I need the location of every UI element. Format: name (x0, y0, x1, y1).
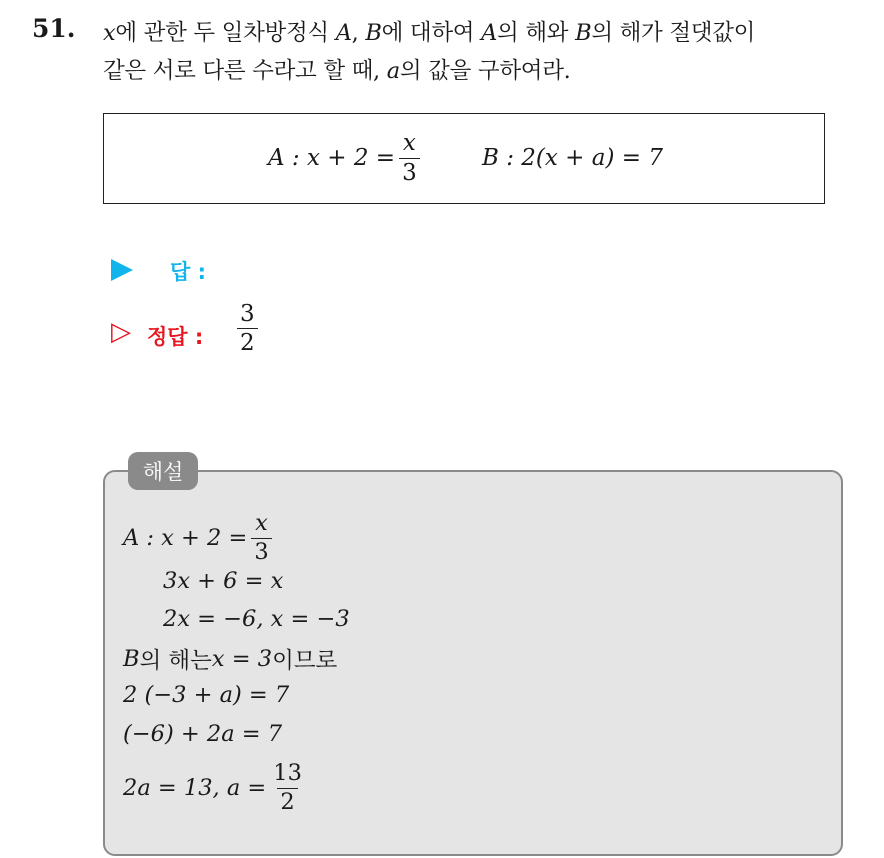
solution-line-1: A : x + 2 = $\frac{x}{3}$ (123, 512, 276, 564)
fraction-3-over-2: $\frac{3}{2}$ (237, 302, 258, 355)
question-line-1: x에 관한 두 일차방정식 A, B에 대하여 A의 해와 B의 해가 절댓값이 (103, 20, 756, 46)
fraction: $\frac{x}{3}$ (251, 512, 271, 564)
solution-box (103, 470, 843, 856)
solution-line-6: (−6) + 2a = 7 (123, 721, 283, 747)
solution-tab: 해설 (128, 452, 198, 490)
equation-B: B : 2(x + a) = 7 (482, 145, 663, 171)
equation-box (103, 113, 825, 204)
correct-answer-value (233, 302, 262, 355)
equation-A: A : x + 2 = $\frac{x}{3}$ (268, 114, 424, 202)
question-number: 51. (32, 14, 76, 43)
question-line-2: 같은 서로 다른 수라고 할 때, a의 값을 구하여라. (103, 58, 571, 84)
fraction-x-over-3: $\frac{x}{3}$ (399, 131, 420, 184)
correct-label: 정답 : (147, 325, 204, 349)
var-x: x (103, 20, 116, 46)
solution-line-5: 2 (−3 + a) = 7 (123, 682, 290, 708)
correct-triangle-icon: ▷ (111, 317, 131, 347)
solution-line-3: 2x = −6, x = −3 (163, 606, 350, 632)
solution-line-4: B 의 해는 x = 3 이므로 (123, 646, 338, 674)
solution-line-7: 2a = 13, a = $\frac{13}{2}$ (123, 762, 309, 814)
answer-triangle-icon (111, 259, 133, 281)
question-text (103, 14, 873, 90)
solution-line-2: 3x + 6 = x (163, 568, 284, 594)
fraction: $\frac{13}{2}$ (273, 760, 302, 815)
answer-label: 답 : (170, 260, 206, 284)
